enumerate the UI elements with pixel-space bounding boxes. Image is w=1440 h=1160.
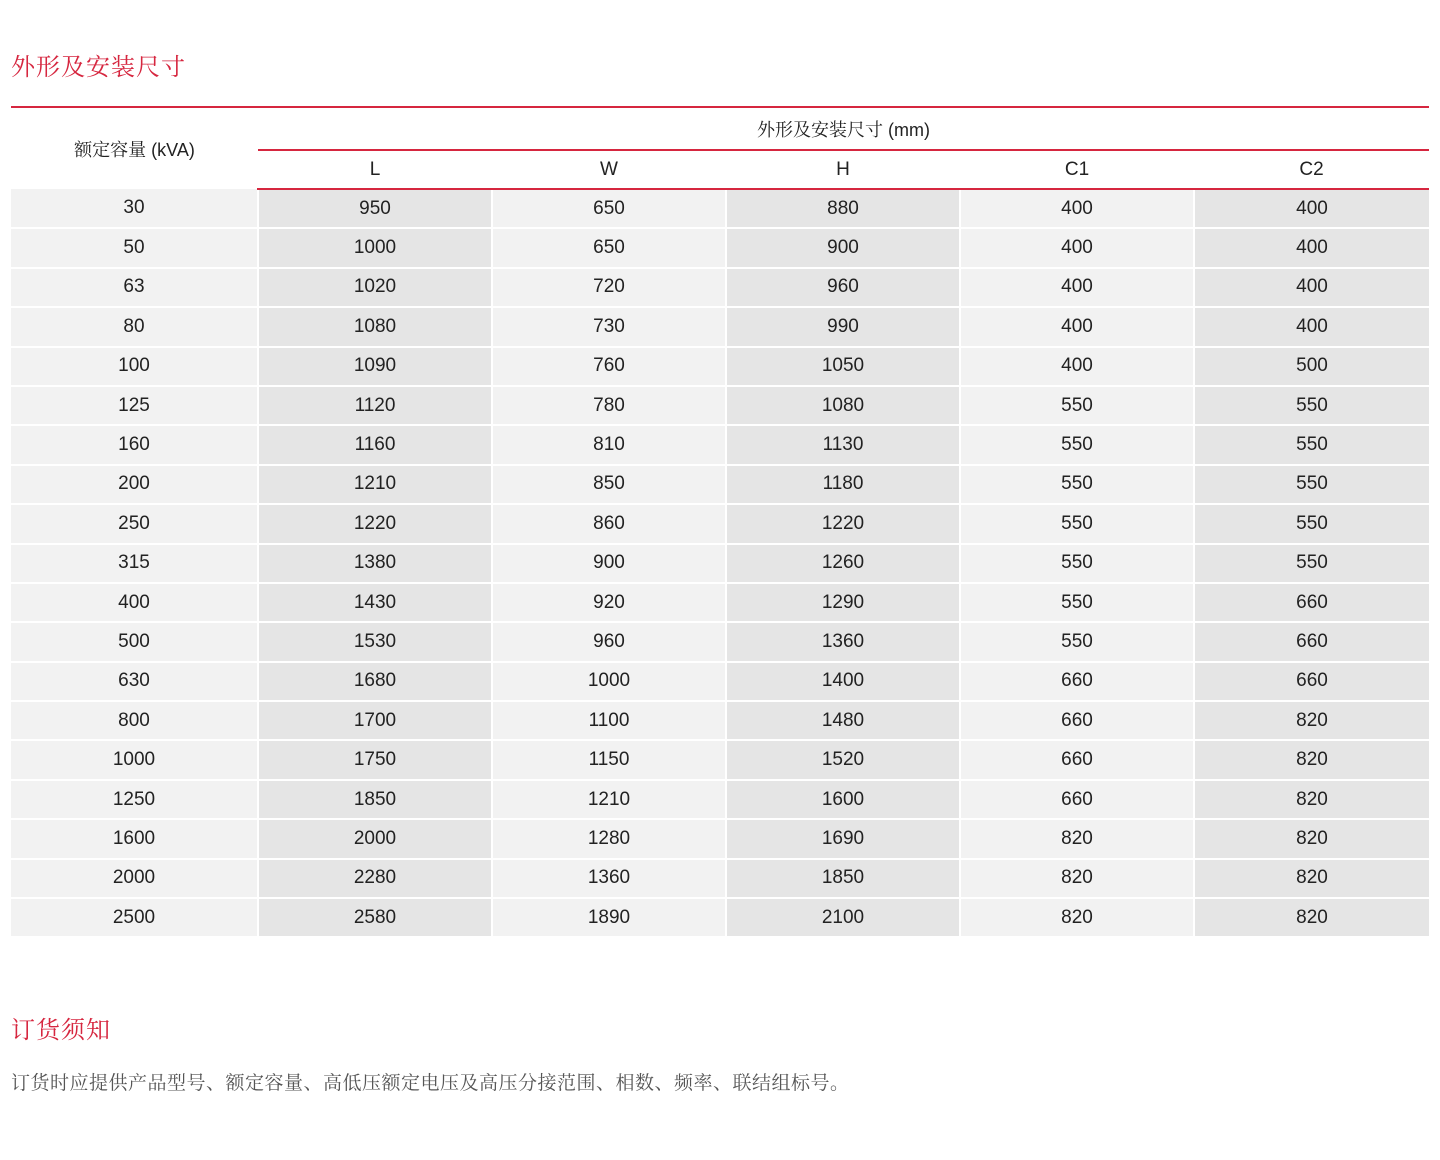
cell-c2: 660 (1194, 622, 1429, 661)
cell-h: 1260 (726, 544, 960, 583)
cell-c2: 550 (1194, 544, 1429, 583)
cell-capacity: 315 (11, 544, 258, 583)
cell-h: 1050 (726, 347, 960, 386)
table-row (11, 701, 1429, 740)
cell-h: 1290 (726, 583, 960, 622)
cell-c1: 660 (960, 740, 1194, 779)
table-row (11, 780, 1429, 819)
table-row (11, 544, 1429, 583)
cell-c2: 660 (1194, 662, 1429, 701)
table-row (11, 347, 1429, 386)
table-row (11, 386, 1429, 425)
cell-l: 1020 (258, 268, 492, 307)
cell-l: 1160 (258, 425, 492, 464)
table-row (11, 819, 1429, 858)
cell-c1: 660 (960, 780, 1194, 819)
cell-l: 1000 (258, 228, 492, 267)
cell-w: 1890 (492, 898, 726, 937)
cell-c1: 550 (960, 504, 1194, 543)
cell-w: 920 (492, 583, 726, 622)
header-l: L (258, 150, 492, 189)
cell-capacity: 200 (11, 465, 258, 504)
table-row (11, 662, 1429, 701)
header-w: W (492, 150, 726, 189)
cell-w: 850 (492, 465, 726, 504)
table-body (11, 189, 1429, 937)
cell-l: 2580 (258, 898, 492, 937)
cell-l: 1750 (258, 740, 492, 779)
cell-c1: 400 (960, 228, 1194, 267)
table-row (11, 622, 1429, 661)
cell-w: 650 (492, 228, 726, 267)
cell-h: 1480 (726, 701, 960, 740)
cell-h: 1850 (726, 859, 960, 898)
ordering-note: 订货时应提供产品型号、额定容量、高低压额定电压及高压分接范围、相数、频率、联结组标号。 (11, 1073, 850, 1094)
header-dimensions-group: 外形及安装尺寸 (mm) (258, 107, 1429, 150)
section-title-ordering: 订货须知 (11, 1017, 111, 1044)
cell-c2: 550 (1194, 465, 1429, 504)
cell-c1: 550 (960, 386, 1194, 425)
cell-capacity: 2000 (11, 859, 258, 898)
cell-c2: 820 (1194, 859, 1429, 898)
cell-l: 1210 (258, 465, 492, 504)
cell-w: 1000 (492, 662, 726, 701)
cell-h: 1520 (726, 740, 960, 779)
cell-c2: 550 (1194, 504, 1429, 543)
cell-h: 1220 (726, 504, 960, 543)
cell-l: 1530 (258, 622, 492, 661)
cell-h: 900 (726, 228, 960, 267)
table-row (11, 859, 1429, 898)
cell-capacity: 30 (11, 189, 258, 228)
cell-capacity: 80 (11, 307, 258, 346)
cell-w: 860 (492, 504, 726, 543)
cell-capacity: 630 (11, 662, 258, 701)
cell-w: 760 (492, 347, 726, 386)
cell-l: 1850 (258, 780, 492, 819)
cell-capacity: 125 (11, 386, 258, 425)
table-row (11, 465, 1429, 504)
cell-w: 1280 (492, 819, 726, 858)
cell-c2: 500 (1194, 347, 1429, 386)
cell-c2: 550 (1194, 386, 1429, 425)
cell-capacity: 1250 (11, 780, 258, 819)
cell-l: 1700 (258, 701, 492, 740)
cell-h: 1180 (726, 465, 960, 504)
cell-h: 1130 (726, 425, 960, 464)
table-row (11, 228, 1429, 267)
header-h: H (726, 150, 960, 189)
cell-l: 1080 (258, 307, 492, 346)
cell-c1: 820 (960, 859, 1194, 898)
cell-l: 1380 (258, 544, 492, 583)
table-row (11, 189, 1429, 228)
section-title-dimensions: 外形及安装尺寸 (11, 54, 186, 81)
cell-l: 1220 (258, 504, 492, 543)
header-c1: C1 (960, 150, 1194, 189)
header-c2: C2 (1194, 150, 1429, 189)
cell-capacity: 63 (11, 268, 258, 307)
cell-capacity: 400 (11, 583, 258, 622)
cell-l: 2280 (258, 859, 492, 898)
cell-c1: 550 (960, 544, 1194, 583)
cell-h: 1690 (726, 819, 960, 858)
cell-capacity: 100 (11, 347, 258, 386)
table-row (11, 307, 1429, 346)
cell-l: 2000 (258, 819, 492, 858)
cell-capacity: 800 (11, 701, 258, 740)
cell-c2: 820 (1194, 780, 1429, 819)
cell-w: 780 (492, 386, 726, 425)
cell-c1: 400 (960, 268, 1194, 307)
cell-w: 900 (492, 544, 726, 583)
cell-c1: 400 (960, 189, 1194, 228)
cell-c1: 550 (960, 425, 1194, 464)
cell-l: 950 (258, 189, 492, 228)
cell-capacity: 1600 (11, 819, 258, 858)
cell-h: 960 (726, 268, 960, 307)
table-row (11, 425, 1429, 464)
cell-l: 1120 (258, 386, 492, 425)
cell-c2: 550 (1194, 425, 1429, 464)
table-row (11, 268, 1429, 307)
cell-capacity: 2500 (11, 898, 258, 937)
cell-w: 1210 (492, 780, 726, 819)
cell-c2: 400 (1194, 268, 1429, 307)
cell-h: 2100 (726, 898, 960, 937)
cell-c2: 660 (1194, 583, 1429, 622)
cell-c2: 400 (1194, 189, 1429, 228)
cell-c1: 550 (960, 622, 1194, 661)
cell-l: 1680 (258, 662, 492, 701)
cell-c1: 400 (960, 307, 1194, 346)
cell-w: 650 (492, 189, 726, 228)
cell-h: 990 (726, 307, 960, 346)
cell-l: 1430 (258, 583, 492, 622)
table-row (11, 504, 1429, 543)
dimensions-table (11, 106, 1429, 938)
cell-c1: 660 (960, 701, 1194, 740)
cell-c2: 400 (1194, 228, 1429, 267)
cell-c2: 400 (1194, 307, 1429, 346)
cell-h: 1400 (726, 662, 960, 701)
cell-w: 810 (492, 425, 726, 464)
cell-c1: 400 (960, 347, 1194, 386)
cell-c2: 820 (1194, 740, 1429, 779)
cell-w: 1150 (492, 740, 726, 779)
cell-c2: 820 (1194, 898, 1429, 937)
cell-c1: 820 (960, 898, 1194, 937)
cell-capacity: 500 (11, 622, 258, 661)
table-row (11, 583, 1429, 622)
cell-h: 880 (726, 189, 960, 228)
cell-w: 960 (492, 622, 726, 661)
cell-h: 1600 (726, 780, 960, 819)
header-capacity: 额定容量 (kVA) (11, 107, 258, 189)
cell-c2: 820 (1194, 819, 1429, 858)
cell-w: 730 (492, 307, 726, 346)
cell-l: 1090 (258, 347, 492, 386)
cell-c2: 820 (1194, 701, 1429, 740)
cell-c1: 550 (960, 465, 1194, 504)
cell-c1: 550 (960, 583, 1194, 622)
cell-capacity: 160 (11, 425, 258, 464)
table-row (11, 740, 1429, 779)
cell-w: 1360 (492, 859, 726, 898)
cell-capacity: 250 (11, 504, 258, 543)
cell-h: 1360 (726, 622, 960, 661)
cell-w: 1100 (492, 701, 726, 740)
cell-c1: 660 (960, 662, 1194, 701)
cell-w: 720 (492, 268, 726, 307)
cell-capacity: 1000 (11, 740, 258, 779)
cell-h: 1080 (726, 386, 960, 425)
table-row (11, 898, 1429, 937)
cell-capacity: 50 (11, 228, 258, 267)
cell-c1: 820 (960, 819, 1194, 858)
